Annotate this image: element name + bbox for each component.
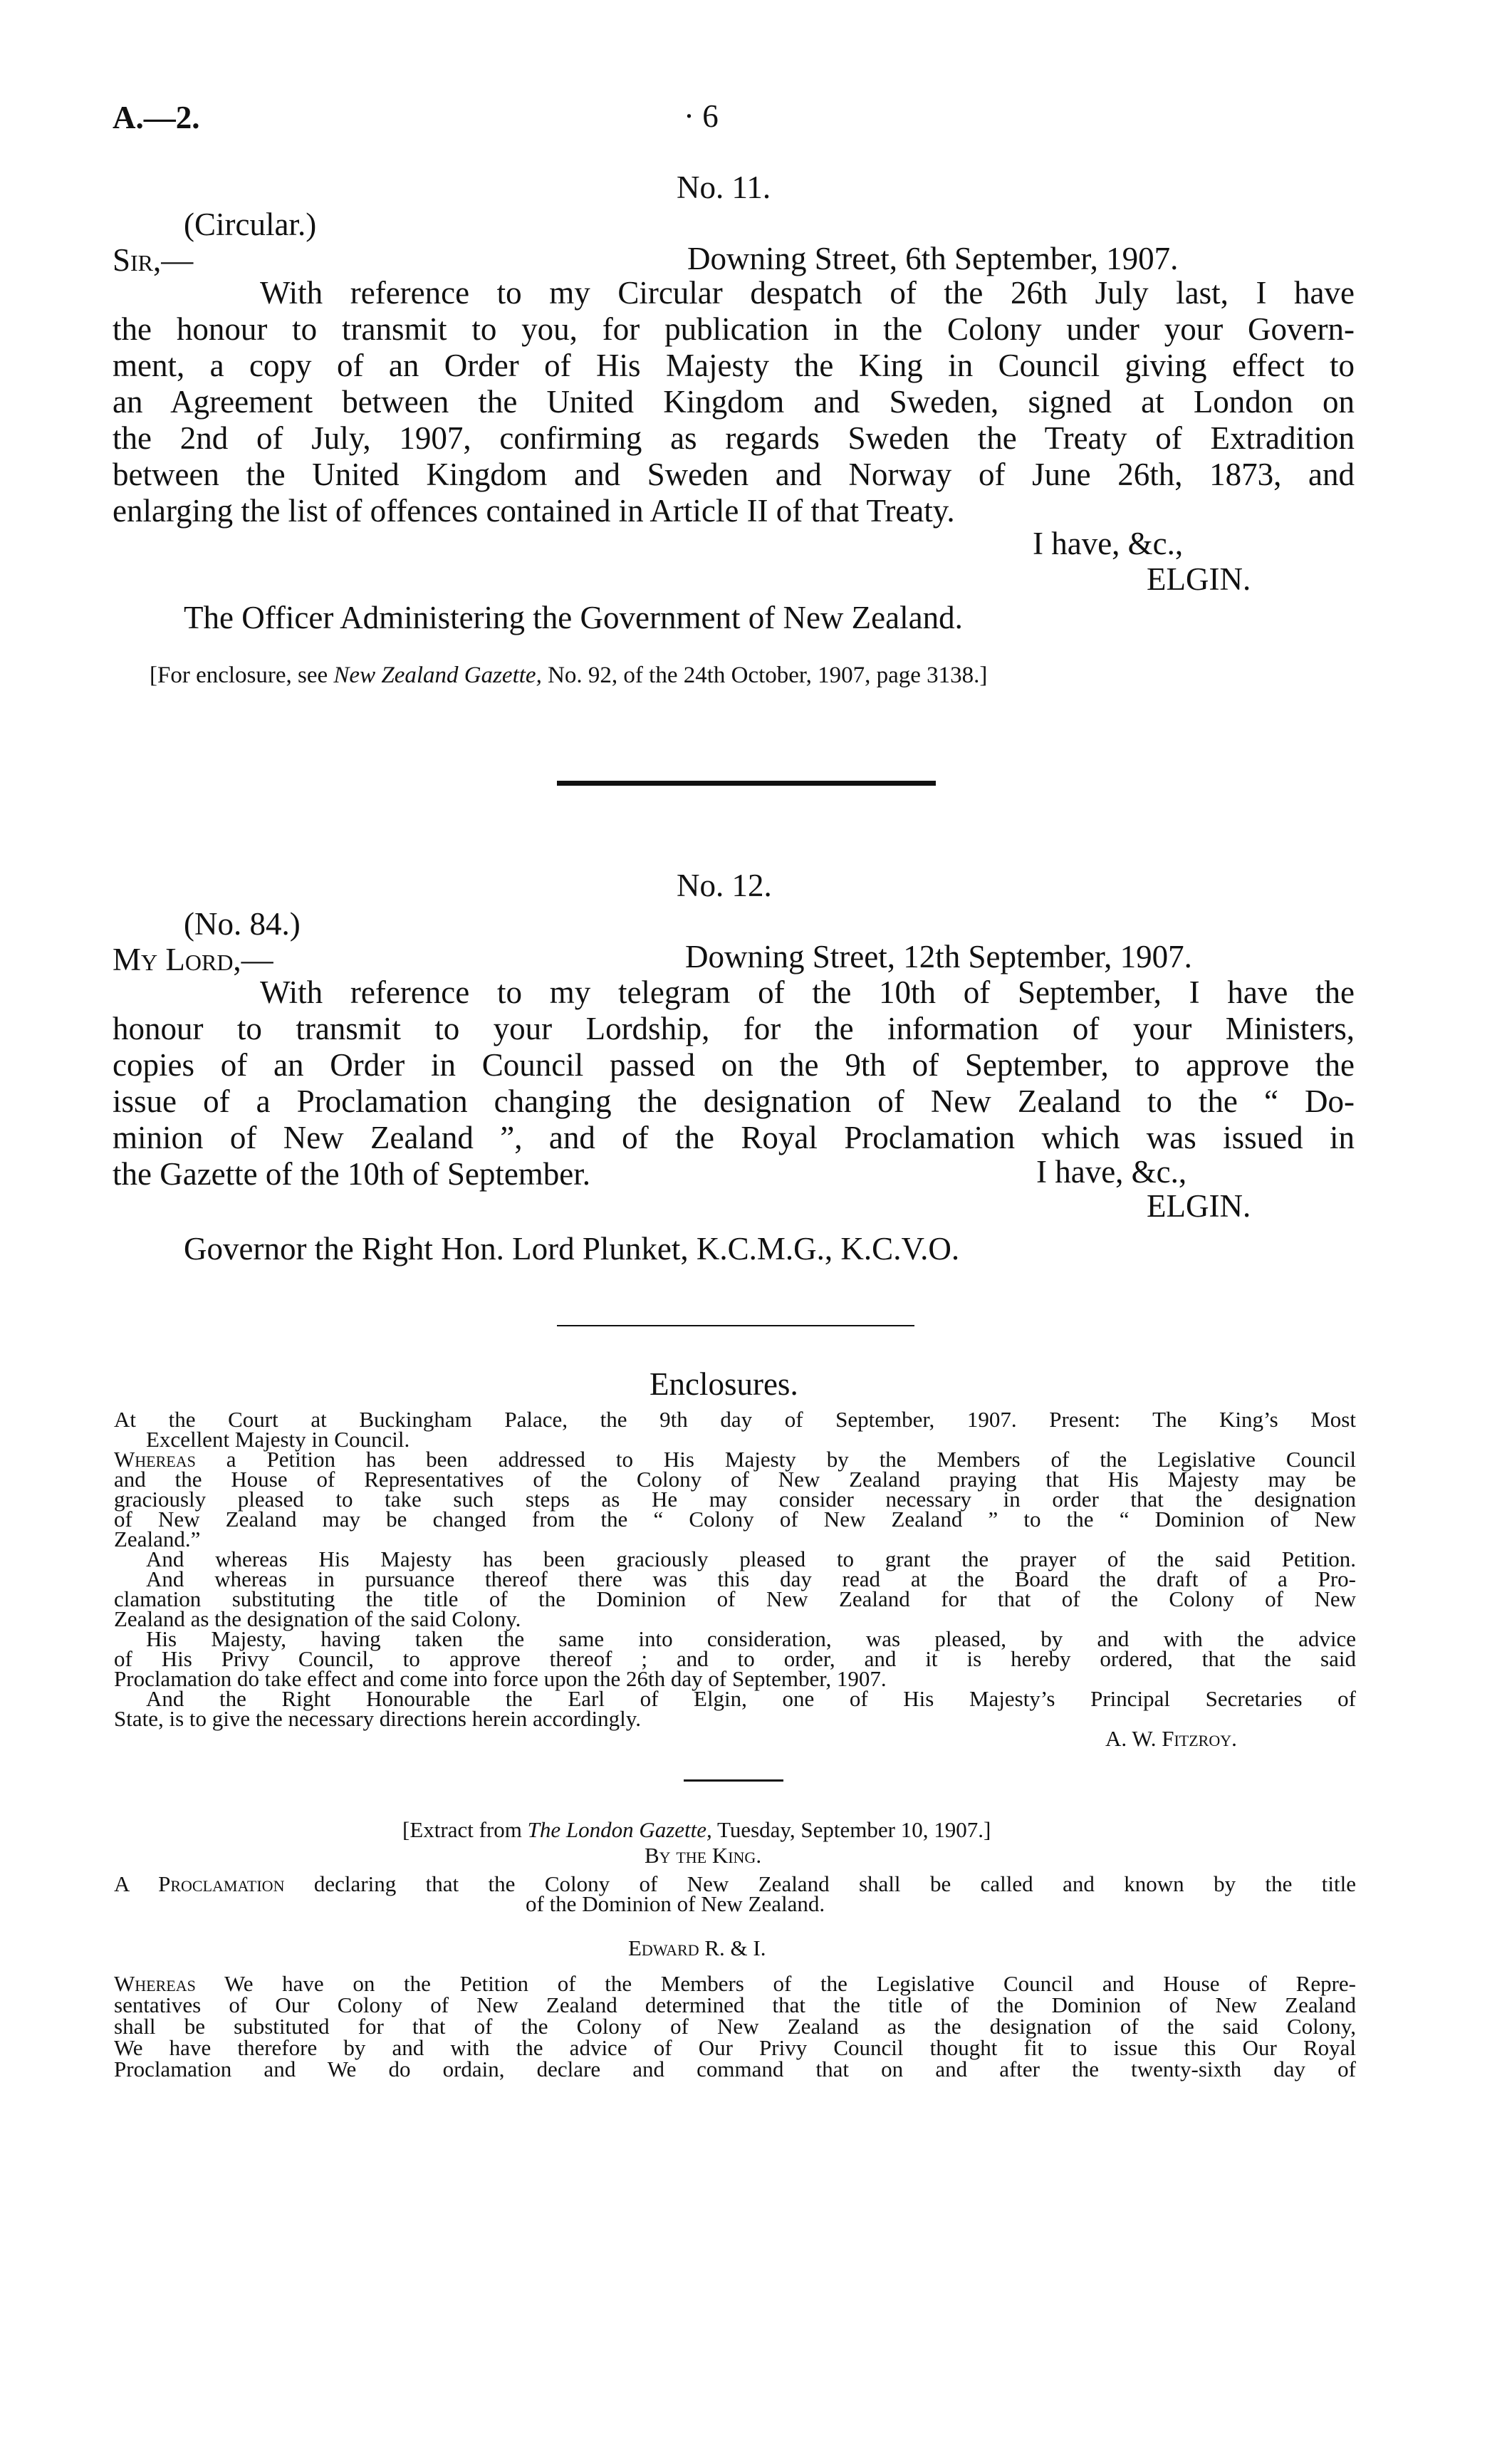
letter-12-addressee: Governor the Right Hon. Lord Plunket, K.C.M.G., K.C.V.O. xyxy=(184,1231,960,1267)
proclamation-line-2: of the Dominion of New Zealand. xyxy=(526,1891,825,1916)
letter-11-circular: (Circular.) xyxy=(184,207,317,242)
enclosure-paragraph-1-line: graciously pleased to take such steps as He may consider necessary in order that the designation xyxy=(114,1487,1356,1512)
by-the-king: By the King. xyxy=(645,1843,762,1868)
letter-11-addressee: The Officer Administering the Government of New Zealand. xyxy=(184,600,963,635)
enclosure-paragraph-1-line: of New Zealand may be changed from the “ Colony of New Zealand ” to the “ Dominion of New xyxy=(114,1507,1356,1532)
letter-11-body-line: the honour to transmit to you, for publication in the Colony under your Govern- xyxy=(113,311,1355,347)
letter-12-body-line: minion of New Zealand ”, and of the Royal Proclamation which was issued in xyxy=(113,1120,1355,1155)
letter-12-closing: I have, &c., xyxy=(1036,1154,1187,1190)
enclosure-paragraph-1-line: Zealand.” xyxy=(114,1527,201,1551)
letter-12-body-line: With reference to my telegram of the 10th of September, I have the xyxy=(260,974,1355,1010)
enclosures-heading: Enclosures. xyxy=(650,1366,798,1402)
enclosure-paragraph-3-line: And whereas in pursuance thereof there was this day read at the Board the draft of a Pro- xyxy=(146,1566,1356,1591)
letter-12-body-line: issue of a Proclamation changing the designation of New Zealand to the “ Do- xyxy=(113,1083,1355,1119)
proclamation-body-line xyxy=(114,1973,1356,1995)
letter-12-place-date: Downing Street, 12th September, 1907. xyxy=(685,939,1192,974)
enclosure-signature: A. W. Fitzroy. xyxy=(1105,1726,1237,1751)
enclosure-paragraph-1-line: and the House of Representatives of the Colony of New Zealand praying that His Majesty may be xyxy=(114,1467,1356,1492)
extract-suffix: Tuesday, September 10, 1907.] xyxy=(711,1817,991,1842)
section-divider-thick xyxy=(557,781,936,786)
note-prefix: [For enclosure, see xyxy=(150,662,334,688)
enclosure-paragraph-4-line: of His Privy Council, to approve thereof ; and to order, and it is hereby ordered, that the said xyxy=(114,1646,1356,1671)
letter-11-body-line: an Agreement between the United Kingdom and Sweden, signed at London on xyxy=(113,384,1355,420)
letter-12-reference: (No. 84.) xyxy=(184,906,301,942)
paragraph-1-text: a Petition has been addressed to His Majesty by the Members of the Legislative Council xyxy=(195,1447,1356,1472)
note-suffix: No. 92, of the 24th October, 1907, page 3138.] xyxy=(541,662,988,688)
enclosure-paragraph-4-line: Proclamation do take effect and come into force upon the 26th day of September, 1907. xyxy=(114,1666,887,1691)
extract-prefix: [Extract from xyxy=(402,1817,528,1842)
whereas-word: Whereas xyxy=(114,1971,196,1996)
letter-12-body-line: copies of an Order in Council passed on the 9th of September, to approve the xyxy=(113,1047,1355,1083)
enclosure-paragraph-5-line: And the Right Honourable the Earl of Elgin, one of His Majesty’s Principal Secretaries of xyxy=(146,1686,1356,1711)
proclamation-body-line: We have therefore by and with the advice of Our Privy Council thought fit to issue this Our Royal xyxy=(114,2035,1356,2060)
note-gazette-title: New Zealand Gazette, xyxy=(333,662,542,688)
whereas-word: Whereas xyxy=(114,1447,196,1472)
proclamation-body-line: Proclamation and We do ordain, declare and command that on and after the twenty-sixth day of xyxy=(114,2057,1356,2081)
extract-heading xyxy=(402,1819,991,1841)
sovereign-name: Edward R. & I. xyxy=(628,1935,766,1960)
letter-11-body-line: between the United Kingdom and Sweden and Norway of June 26th, 1873, and xyxy=(113,457,1355,492)
letter-11-closing: I have, &c., xyxy=(1033,526,1184,561)
letter-11-number: No. 11. xyxy=(677,170,771,205)
letter-11-body-line: ment, a copy of an Order of His Majesty the King in Council giving effect to xyxy=(113,348,1355,383)
page-number: · 6 xyxy=(684,98,719,134)
extract-gazette-title: The London Gazette, xyxy=(527,1817,712,1842)
page-code: A.—2. xyxy=(113,100,200,135)
letter-11-enclosure-note xyxy=(150,662,987,688)
letter-12-body-line: honour to transmit to your Lordship, for the information of your Ministers, xyxy=(113,1011,1355,1046)
letter-11-place-date: Downing Street, 6th September, 1907. xyxy=(687,241,1179,276)
enclosure-paragraph-5-line: State, is to give the necessary directions herein accordingly. xyxy=(114,1706,642,1731)
letter-12-salutation: My Lord,— xyxy=(113,942,273,977)
proclamation-rest: declaring that the Colony of New Zealand shall be called and known by the title xyxy=(284,1871,1356,1896)
letter-12-signature: ELGIN. xyxy=(1147,1188,1251,1224)
enclosure-paragraph-3-line: clamation substituting the title of the Dominion of New Zealand for that of the Colony of New xyxy=(114,1586,1356,1611)
enclosure-paragraph-2: And whereas His Majesty has been graciously pleased to grant the prayer of the said Petition. xyxy=(146,1547,1356,1571)
letter-11-salutation: Sir,— xyxy=(113,242,194,278)
proclamation-word: A Proclamation xyxy=(114,1871,285,1896)
letter-11-body-line: enlarging the list of offences contained in Article II of that Treaty. xyxy=(113,493,955,529)
letter-12-body-line: the Gazette of the 10th of September. xyxy=(113,1156,591,1192)
enclosure-paragraph-3-line: Zealand as the designation of the said Colony. xyxy=(114,1606,521,1631)
proclamation-body-line: shall be substituted for that of the Colony of New Zealand as the designation of the said Colony, xyxy=(114,2014,1356,2039)
court-line: Excellent Majesty in Council. xyxy=(146,1427,410,1452)
letter-12-number: No. 12. xyxy=(677,868,772,903)
enclosure-divider xyxy=(684,1779,783,1782)
proclamation-body-text: We have on the Petition of the Members of the Legislative Council and House of Repre- xyxy=(195,1971,1356,1996)
letter-11-signature: ELGIN. xyxy=(1147,561,1251,597)
letter-11-body-line: With reference to my Circular despatch of the 26th July last, I have xyxy=(260,275,1355,311)
enclosure-paragraph-4-line: His Majesty, having taken the same into consideration, was pleased, by and with the advice xyxy=(146,1626,1356,1651)
letter-11-body-line: the 2nd of July, 1907, confirming as regards Sweden the Treaty of Extradition xyxy=(113,420,1355,456)
proclamation-body-line: sentatives of Our Colony of New Zealand determined that the title of the Dominion of New Zealand xyxy=(114,1992,1356,2017)
court-line: At the Court at Buckingham Palace, the 9th day of September, 1907. Present: The King’s Most xyxy=(114,1407,1356,1432)
section-divider-thin xyxy=(557,1325,914,1326)
